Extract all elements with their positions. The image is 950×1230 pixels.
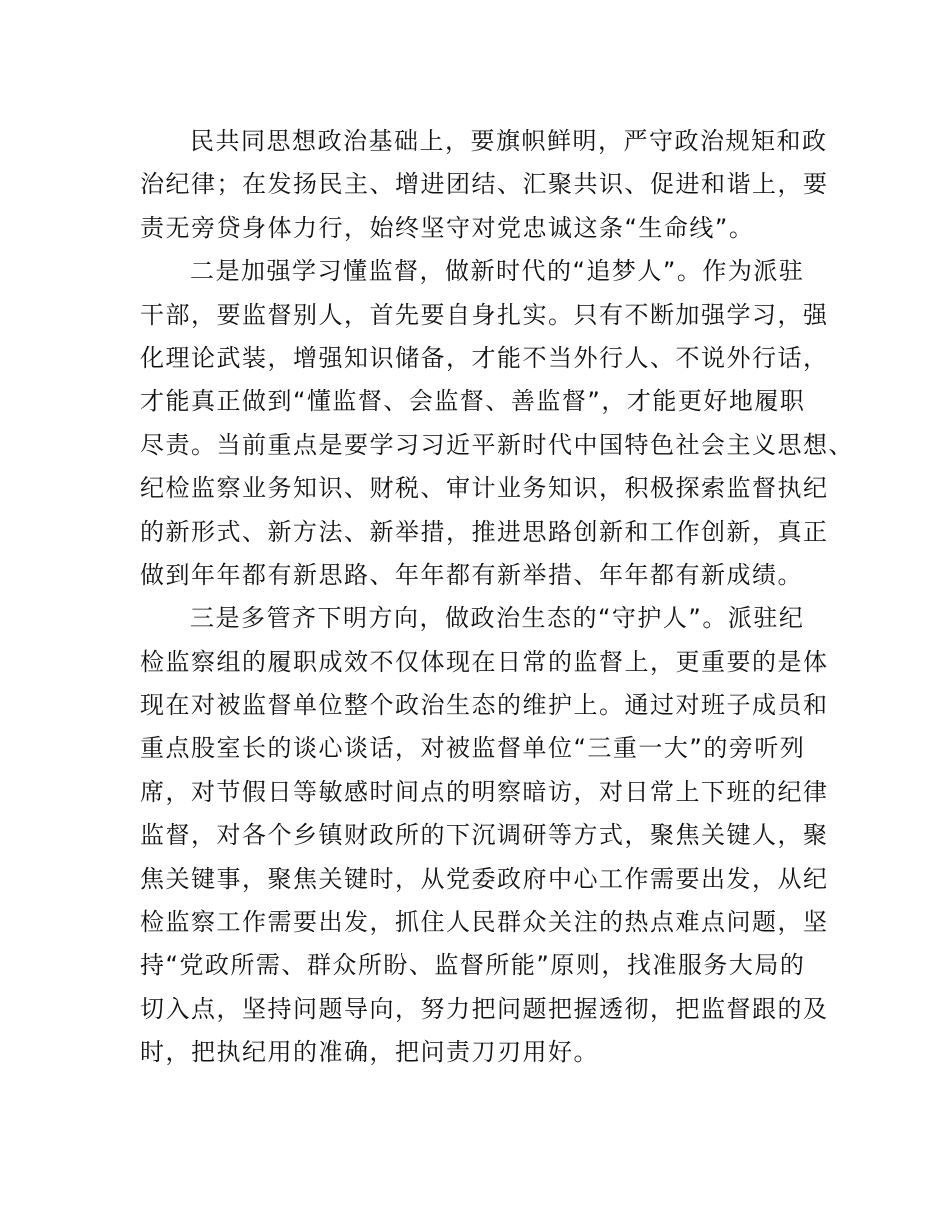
text-line: 切入点，坚持问题导向，努力把问题把握透彻，把监督跟的及 — [140, 994, 829, 1023]
text-line: 做到年年都有新思路、年年都有新举措、年年都有新成绩。 — [140, 560, 803, 589]
text-line: 检监察组的履职成效不仅体现在日常的监督上，更重要的是体 — [140, 647, 829, 676]
text-line: 席，对节假日等敏感时间点的明察暗访，对日常上下班的纪律 — [140, 777, 829, 806]
text-line: 治纪律；在发扬民主、增进团结、汇聚共识、促进和谐上，要 — [140, 170, 829, 199]
text-line: 责无旁贷身体力行，始终坚守对党忠诚这条“生命线”。 — [140, 213, 755, 242]
text-line: 焦关键事，聚焦关键时，从党委政府中心工作需要出发，从纪 — [140, 864, 829, 893]
text-line: 现在对被监督单位整个政治生态的维护上。通过对班子成员和 — [140, 691, 829, 720]
text-line: 干部，要监督别人，首先要自身扎实。只有不断加强学习，强 — [140, 300, 829, 329]
text-line: 民共同思想政治基础上，要旗帜鲜明，严守政治规矩和政 — [190, 127, 828, 155]
text-line: 纪检监察业务知识、财税、审计业务知识，积极探索监督执纪 — [140, 474, 829, 503]
text-line: 持“党政所需、群众所盼、监督所能”原则，找准服务大局的 — [140, 951, 806, 980]
text-line: 二是加强学习懂监督，做新时代的“追梦人”。作为派驻 — [190, 257, 805, 286]
text-line: 尽责。当前重点是要学习习近平新时代中国特色社会主义思想、 — [140, 430, 854, 459]
text-line: 时，把执纪用的准确，把问责刀刃用好。 — [140, 1038, 599, 1067]
text-line: 的新形式、新方法、新举措，推进思路创新和工作创新，真正 — [140, 517, 829, 546]
text-line: 重点股室长的谈心谈话，对被监督单位“三重一大”的旁听列 — [140, 734, 806, 763]
paragraph-2 — [140, 250, 854, 597]
text-line: 才能真正做到“懂监督、会监督、善监督”，才能更好地履职 — [140, 387, 806, 416]
text-line: 三是多管齐下明方向，做政治生态的“守护人”。派驻纪 — [190, 604, 805, 633]
document-body — [140, 120, 854, 1075]
text-line: 化理论武装，增强知识储备，才能不当外行人、不说外行话， — [140, 343, 829, 372]
paragraph-3 — [140, 597, 830, 1074]
text-line: 监督，对各个乡镇财政所的下沉调研等方式，聚焦关键人，聚 — [140, 821, 829, 850]
text-line: 检监察工作需要出发，抓住人民群众关注的热点难点问题，坚 — [140, 908, 829, 937]
paragraph-1 — [140, 120, 830, 250]
